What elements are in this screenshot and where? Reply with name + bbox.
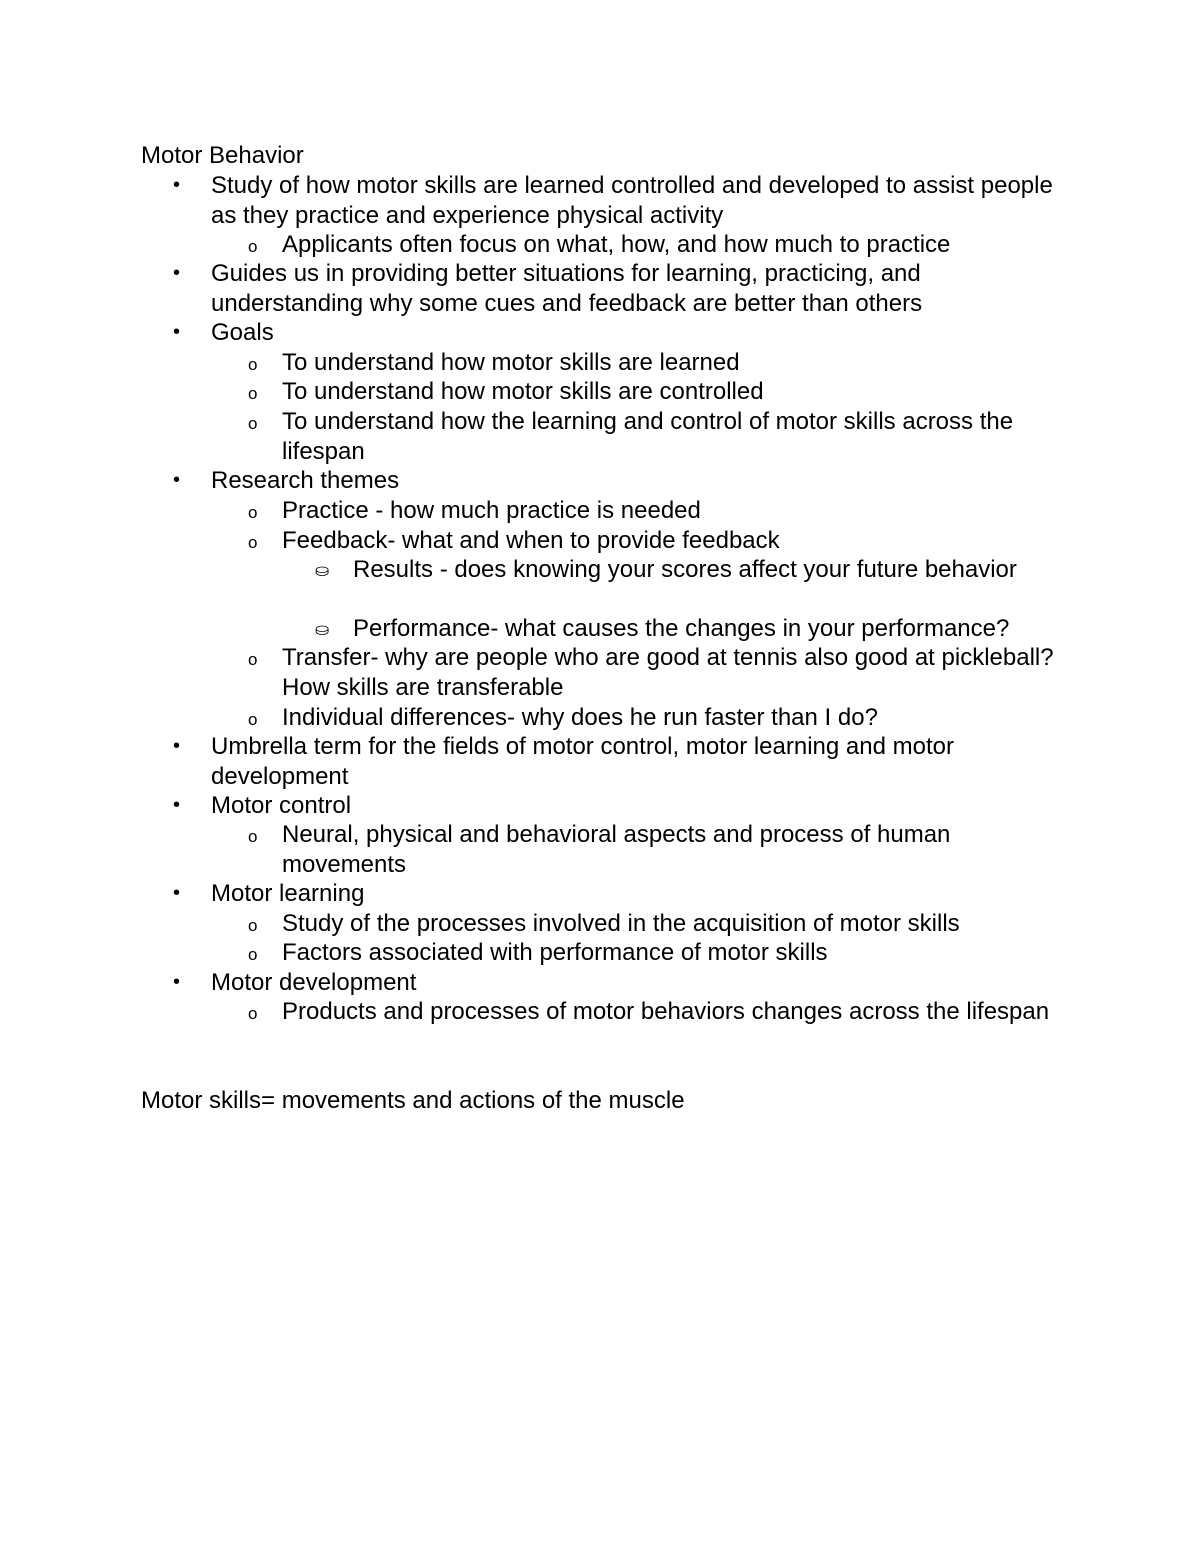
list-item: [248, 230, 1062, 260]
list-item: [173, 259, 1061, 318]
circle-bullet-icon: o: [248, 916, 258, 935]
circle-bullet-icon: o: [248, 710, 258, 729]
list-item: [173, 791, 1061, 821]
bullet-icon: •: [173, 971, 181, 993]
bullet-icon: •: [173, 174, 181, 196]
list-item-text: Motor learning: [211, 880, 365, 907]
circle-bullet-icon: o: [248, 1004, 258, 1023]
list-item-text: Neural, physical and behavioral aspects and process of human movements: [282, 821, 951, 878]
circle-bullet-icon: o: [248, 503, 258, 522]
list-item-text: Motor control: [211, 792, 352, 819]
bullet-icon: •: [173, 735, 181, 757]
list-item: [173, 318, 1061, 348]
list-item-text: Study of the processes involved in the acquisition of motor skills: [282, 910, 960, 937]
list-item-text: Research themes: [211, 467, 400, 494]
footer-note: Motor skills= movements and actions of the muscle: [141, 1087, 685, 1114]
bullet-icon: •: [173, 321, 181, 343]
list-item-text: Guides us in providing better situations for learning, practicing, and understanding why some cues and feedback are better than others: [211, 260, 923, 317]
list-item-text: Performance- what causes the changes in your performance?: [353, 615, 1010, 642]
list-item: [173, 732, 1061, 791]
circle-bullet-icon: o: [248, 384, 258, 403]
bullet-icon: •: [173, 882, 181, 904]
wingding-bullet-icon: ⛀: [315, 620, 330, 639]
list-item-text: Motor development: [211, 969, 417, 996]
circle-bullet-icon: o: [248, 945, 258, 964]
list-item: [248, 526, 1062, 556]
list-item: [173, 879, 1061, 909]
list-item: [315, 555, 1073, 585]
list-item-text: Practice - how much practice is needed: [282, 497, 701, 524]
list-item: [248, 643, 1062, 702]
list-item: [248, 377, 1062, 407]
list-item-text: To understand how the learning and control of motor skills across the lifespan: [282, 408, 1014, 465]
circle-bullet-icon: o: [248, 650, 258, 669]
list-item: [248, 820, 1062, 879]
bullet-icon: •: [173, 262, 181, 284]
bullet-icon: •: [173, 469, 181, 491]
list-item-text: Factors associated with performance of motor skills: [282, 939, 828, 966]
circle-bullet-icon: o: [248, 355, 258, 374]
document-title: Motor Behavior: [141, 142, 304, 169]
list-item: [248, 496, 1062, 526]
list-item: [173, 171, 1061, 230]
list-item-text: Individual differences- why does he run faster than I do?: [282, 704, 878, 731]
list-item: [248, 407, 1062, 466]
circle-bullet-icon: o: [248, 533, 258, 552]
list-item: [248, 703, 1062, 733]
circle-bullet-icon: o: [248, 414, 258, 433]
list-item-text: Results - does knowing your scores affect your future behavior: [353, 556, 1017, 583]
list-item: [248, 909, 1062, 939]
list-item-text: Products and processes of motor behaviors changes across the lifespan: [282, 998, 1050, 1025]
list-item: [315, 614, 1073, 644]
list-item-text: Transfer- why are people who are good at tennis also good at pickleball? How skills are transferable: [282, 644, 1054, 701]
list-item: [248, 348, 1062, 378]
list-item: [248, 997, 1062, 1027]
bullet-icon: •: [173, 794, 181, 816]
list-item: [173, 466, 1061, 496]
list-item-text: Feedback- what and when to provide feedback: [282, 527, 780, 554]
list-item-text: Goals: [211, 319, 274, 346]
list-item-text: To understand how motor skills are learned: [282, 349, 740, 376]
circle-bullet-icon: o: [248, 237, 258, 256]
list-item: [173, 968, 1061, 998]
list-item-text: Umbrella term for the fields of motor control, motor learning and motor development: [211, 733, 954, 790]
list-item-text: Study of how motor skills are learned controlled and developed to assist people as they practice and experience physical activity: [211, 172, 1053, 229]
list-item-text: To understand how motor skills are controlled: [282, 378, 764, 405]
list-item-text: Applicants often focus on what, how, and how much to practice: [282, 231, 951, 258]
list-item: [248, 938, 1062, 968]
circle-bullet-icon: o: [248, 827, 258, 846]
wingding-bullet-icon: ⛀: [315, 561, 330, 580]
